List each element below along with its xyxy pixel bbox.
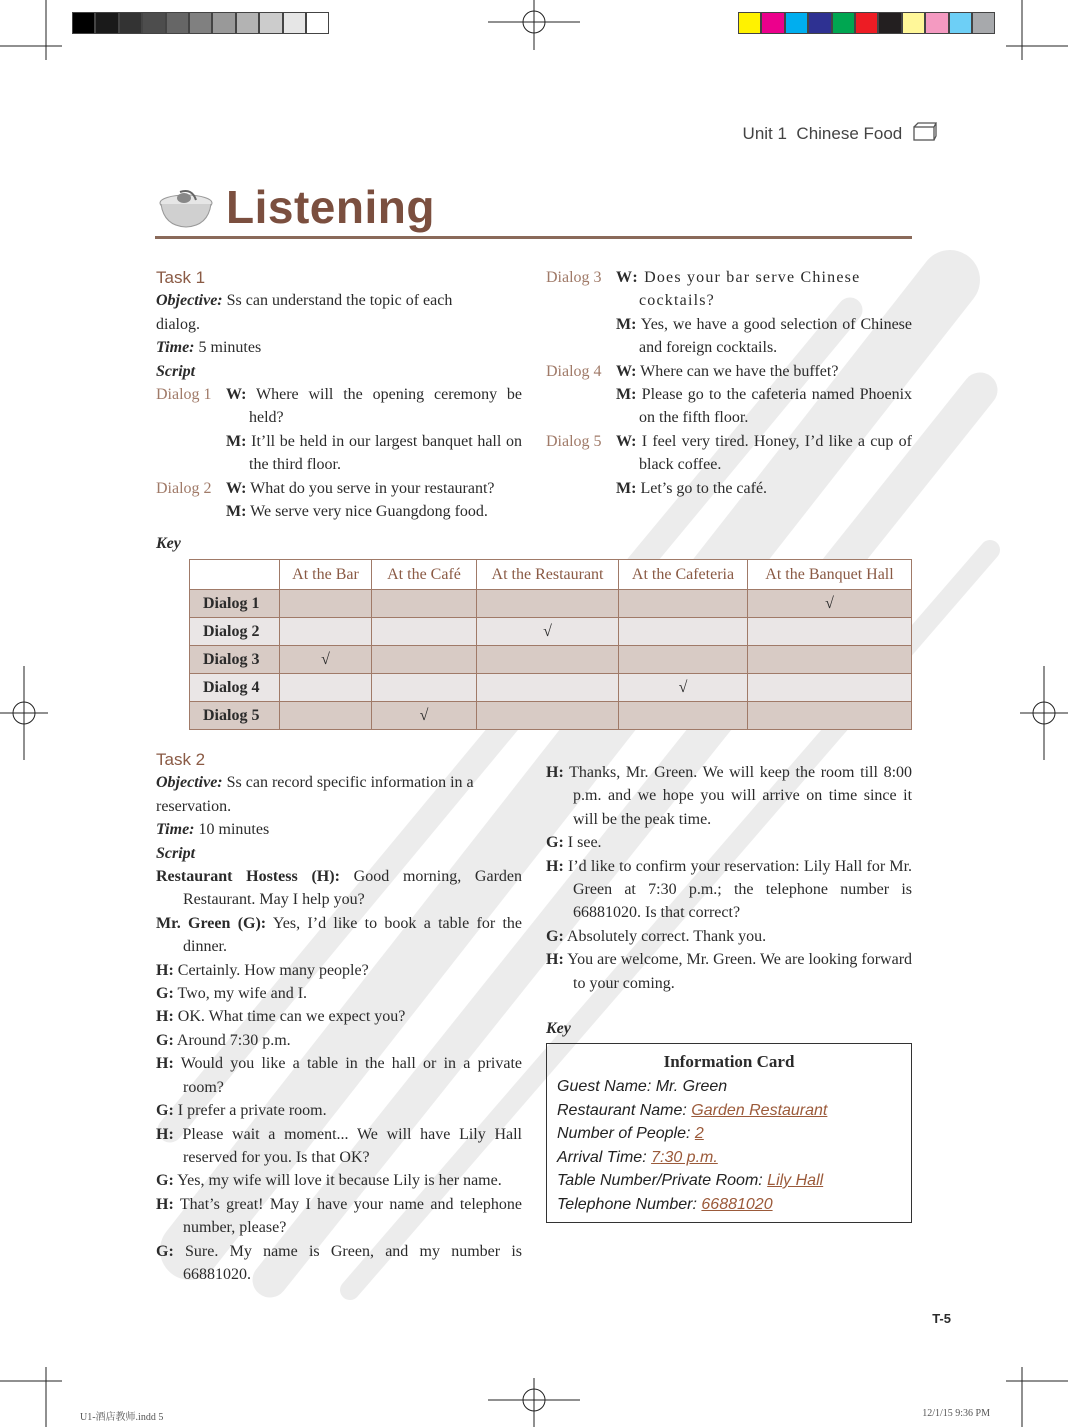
line-text: I prefer a private room. <box>177 1102 327 1120</box>
section-title: Listening <box>226 181 435 233</box>
objective-text-cont: reservation. <box>156 797 232 815</box>
line-text: telephone number, please? <box>183 1195 523 1237</box>
script-line <box>156 1099 522 1122</box>
line-text: I see. <box>567 834 602 852</box>
dialog-label: Dialog 3 <box>546 269 602 286</box>
column-header: At the Banquet Hall <box>748 560 912 590</box>
row-header: Dialog 2 <box>190 618 280 646</box>
field-value: Lily Hall <box>767 1172 824 1189</box>
table-row <box>190 618 912 646</box>
script-line <box>156 1169 522 1192</box>
field-value: 7:30 p.m. <box>651 1148 718 1166</box>
book-icon <box>911 122 937 142</box>
column-header: At the Café <box>372 560 477 590</box>
script-lines <box>546 761 912 995</box>
table-cell: √ <box>619 674 748 702</box>
line-text: for Mr. Green at 7:30 p.m.; the telephone <box>573 857 913 899</box>
line-text: Absolutely correct. Thank you. <box>566 927 767 945</box>
line-text: 66881020. <box>183 1265 251 1283</box>
table-cell <box>748 646 912 674</box>
script-line <box>156 1193 522 1240</box>
line-text: Two, my wife and I. <box>177 985 308 1003</box>
speaker: H: <box>156 1125 174 1143</box>
field-label: Guest Name: <box>557 1078 652 1095</box>
speaker: H: <box>546 764 564 781</box>
line-text: OK. What time can we expect you? <box>177 1008 406 1026</box>
card-field <box>557 1078 727 1096</box>
card-field <box>557 1149 718 1167</box>
table-cell <box>372 590 477 618</box>
dialog-4: Dialog 4 W: Where can we have the buffet? M: Please go to the cafeteria named Phoenix on the fifth floor. <box>546 360 912 430</box>
speaker: G: <box>156 1242 174 1260</box>
line-text: Good morning, Garden <box>353 868 523 886</box>
line-text: Would you like a table in the hall or in a private <box>180 1055 523 1073</box>
script-line <box>156 959 522 982</box>
script-label: Script <box>156 844 196 862</box>
script-line <box>156 1123 522 1170</box>
row-header: Dialog 4 <box>190 674 280 702</box>
table-cell <box>372 646 477 674</box>
time-label: Time: <box>156 821 195 839</box>
task1-right <box>546 266 912 500</box>
column-header: At the Restaurant <box>477 560 619 590</box>
table-row <box>190 702 912 730</box>
table-cell <box>280 674 372 702</box>
table-cell <box>619 646 748 674</box>
table-cell <box>619 618 748 646</box>
line-text: 8:00 p.m. and we hope you will arrive on time <box>573 764 913 805</box>
line-text: I’d like to confirm your reservation: Lily Hall <box>568 857 863 875</box>
table-cell <box>372 674 477 702</box>
key-label: Key <box>546 1020 571 1037</box>
speaker: G: <box>546 927 564 945</box>
key-table <box>189 559 912 730</box>
row-header: Dialog 5 <box>190 702 280 730</box>
table-cell <box>748 618 912 646</box>
script-label: Script <box>156 362 196 380</box>
card-title: Information Card <box>663 1052 795 1071</box>
line-text: room? <box>183 1078 224 1096</box>
table-row <box>190 646 912 674</box>
table-cell: √ <box>748 590 912 618</box>
speaker: H: <box>156 1055 174 1073</box>
line-text: forward to your coming. <box>573 951 913 992</box>
field-label: Table Number/Private Room: <box>557 1172 763 1189</box>
speaker: H: <box>156 1195 174 1213</box>
speaker: Restaurant Hostess (H): <box>156 868 340 886</box>
dialog-label: Dialog 2 <box>156 479 212 497</box>
line-text: Restaurant. May I help you? <box>183 891 365 909</box>
line-text: That’s great! May I have your name and <box>179 1195 454 1213</box>
footer-file: U1-酒店教师.indd 5 <box>80 1412 164 1423</box>
table-cell <box>372 618 477 646</box>
time-label: Time: <box>156 339 195 357</box>
line-text: Thanks, Mr. Green. We will keep the room till <box>569 764 878 781</box>
table-cell <box>477 590 619 618</box>
script-line <box>156 1029 522 1052</box>
task1-heading: Task 1 <box>156 268 206 287</box>
line-text: You are welcome, Mr. Green. We are looking <box>567 951 858 969</box>
speaker: H: <box>546 857 564 875</box>
task2-left <box>156 748 522 1286</box>
script-line <box>156 1052 522 1099</box>
table-cell <box>748 702 912 730</box>
line-text: dinner. <box>183 938 227 956</box>
table-cell <box>280 702 372 730</box>
objective-text: Ss can record specific information in a <box>226 774 474 792</box>
script-line <box>156 865 522 912</box>
information-card <box>546 1043 912 1223</box>
dialog-2: Dialog 2 W: What do you serve in your restaurant? M: We serve very nice Guangdong food. <box>156 477 522 524</box>
field-label: Arrival Time: <box>557 1148 647 1166</box>
table-cell <box>619 590 748 618</box>
key-label: Key <box>156 535 181 552</box>
task2-right <box>546 761 912 995</box>
field-label: Restaurant Name: <box>557 1101 687 1119</box>
dialog-5: Dialog 5 W: I feel very tired. Honey, I’d like a cup of black coffee. M: Let’s go to the café. <box>546 430 912 500</box>
script-lines <box>156 865 522 1286</box>
speaker: G: <box>546 834 564 852</box>
dialog-label: Dialog 5 <box>546 432 602 450</box>
line-text: Certainly. How many people? <box>177 961 369 979</box>
table-cell <box>477 702 619 730</box>
column-header: At the Bar <box>280 560 372 590</box>
line-text: number is 66881020. Is that correct? <box>573 881 912 922</box>
table-cell: √ <box>477 618 619 646</box>
script-line <box>546 948 912 995</box>
field-label: Number of People: <box>557 1125 691 1142</box>
speaker: G: <box>156 1172 174 1190</box>
card-field <box>557 1102 827 1120</box>
page-number: T-5 <box>932 1311 951 1326</box>
speaker: H: <box>156 1008 174 1026</box>
card-field <box>557 1125 704 1143</box>
row-header: Dialog 1 <box>190 590 280 618</box>
table-cell <box>748 674 912 702</box>
speaker: G: <box>156 1102 174 1120</box>
line-text: reserved for you. Is that OK? <box>183 1148 370 1166</box>
line-text: Please wait a moment... We will have Lily Hall <box>182 1125 522 1143</box>
card-field <box>557 1196 773 1214</box>
card-field <box>557 1172 823 1190</box>
field-value: 2 <box>694 1125 704 1142</box>
line-text: Around 7:30 p.m. <box>176 1031 291 1049</box>
script-line <box>156 1240 522 1287</box>
running-header <box>743 122 937 144</box>
script-line <box>546 761 912 831</box>
time-value: 5 minutes <box>198 339 262 357</box>
table-cell <box>619 702 748 730</box>
field-value: Mr. Green <box>655 1078 728 1095</box>
table-cell <box>477 674 619 702</box>
field-value: 66881020 <box>701 1195 773 1213</box>
line-text: Sure. My name is Green, and my number is <box>185 1242 523 1260</box>
speaker: G: <box>156 985 174 1003</box>
dialog-1: Dialog 1 W: Where will the opening ceremony be held? M: It’ll be held in our largest banquet hall on the third floor. <box>156 383 522 477</box>
objective-text: Ss can understand the topic of each <box>226 292 453 310</box>
script-line <box>546 855 912 925</box>
table-cell <box>477 646 619 674</box>
line-text: since it will be the peak time. <box>573 787 913 828</box>
speaker: H: <box>156 961 174 979</box>
dialog-3: Dialog 3 W: Does your bar serve Chinese cocktails? M: Yes, we have a good selection of Chinese and foreign cocktails. <box>546 266 912 360</box>
script-line <box>156 1005 522 1028</box>
line-text: Yes, my wife will love it because Lily is her name. <box>177 1172 502 1190</box>
corner-cell <box>190 560 280 590</box>
script-line <box>546 831 912 854</box>
task1-left <box>156 266 522 523</box>
footer-date: 12/1/15 9:36 PM <box>922 1408 990 1419</box>
dialog-label: Dialog 4 <box>546 362 602 380</box>
column-header: At the Cafeteria <box>619 560 748 590</box>
table-row <box>190 590 912 618</box>
field-value: Garden Restaurant <box>691 1101 828 1119</box>
script-line <box>156 912 522 959</box>
dialog-label: Dialog 1 <box>156 386 212 404</box>
table-cell: √ <box>372 702 477 730</box>
key-table-header <box>190 560 912 590</box>
speaker: Mr. Green (G): <box>156 914 267 932</box>
script-line <box>156 982 522 1005</box>
row-header: Dialog 3 <box>190 646 280 674</box>
task2-heading: Task 2 <box>156 750 206 769</box>
bowl-icon <box>158 186 214 230</box>
table-cell <box>280 618 372 646</box>
speaker: H: <box>546 951 564 969</box>
title-underline <box>155 236 912 239</box>
header-topic: Chinese Food <box>796 124 903 143</box>
objective-label: Objective: <box>156 292 223 310</box>
time-value: 10 minutes <box>198 821 270 839</box>
table-row <box>190 674 912 702</box>
header-unit: Unit 1 <box>742 124 787 143</box>
table-cell <box>280 590 372 618</box>
objective-label: Objective: <box>156 774 223 792</box>
table-cell: √ <box>280 646 372 674</box>
script-line <box>546 925 912 948</box>
field-label: Telephone Number: <box>557 1195 697 1213</box>
objective-text-cont: dialog. <box>156 315 200 333</box>
speaker: G: <box>156 1031 174 1049</box>
line-text: Yes, I’d like to book a table for the <box>272 914 523 932</box>
